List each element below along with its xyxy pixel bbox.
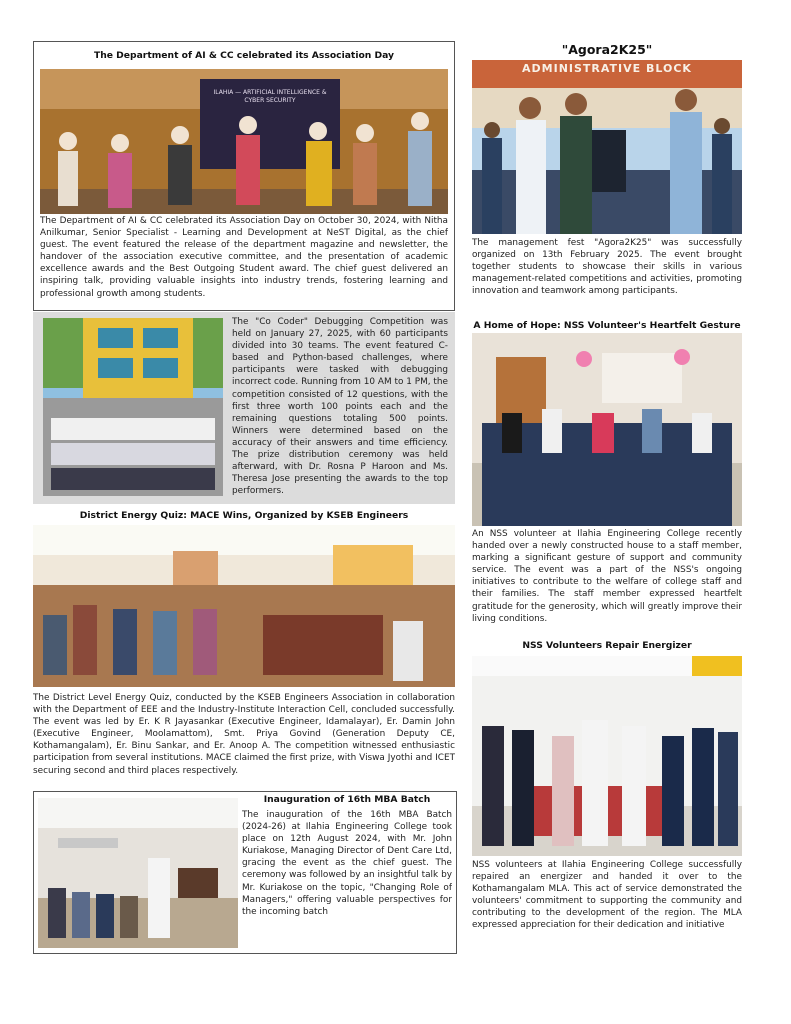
nss-energizer-photo [472, 656, 742, 856]
article-body: The District Level Energy Quiz, conducted by the KSEB Engineers Association in collaboration with the Department of EEE and the Industry-Institute Interaction Cell, concluded successfully. The event was led by Er. K R Jayasankar (Executive Engineer, Idamalayar), Er. Damin John (Executive Engineer, Moolamattom), Smt. Priya Govind (Generation Deputy CE, Kothamangalam), Er. Binu Sankar, and Er. Anoop A. The competition witnessed enthusiastic participation from several institutions. MACE claimed the first prize, with Viswa Jyothi and ICET securing second and third places respectively. [33, 693, 455, 776]
home-of-hope-photo [472, 333, 742, 526]
article-association-day [33, 41, 455, 311]
article-body: The Department of AI & CC celebrated its Association Day on October 30, 2024, with Nitha Anilkumar, Senior Specialist - Learning and Development at NeST Digital, as the chief guest. The event featured the release of the department magazine and newsletter, the handover of the association executive committee, and the presentation of academic excellence awards and the Best Outgoing Student award. The chief guest delivered an inspiring talk, providing valuable insights into industry trends, fostering learning and professional growth among students. [40, 216, 448, 299]
article-title: NSS Volunteers Repair Energizer [522, 640, 692, 651]
article-title: "Agora2K25" [561, 42, 653, 57]
co-coder-photo [43, 318, 223, 496]
article-body: The management fest "Agora2K25" was successfully organized on 13th February 2025. The event brought together students to showcase their skills in various management-related competitions and activities, promoting innovation and teamwork among participants. [472, 238, 742, 297]
photo-banner-text: ADMINISTRATIVE BLOCK [522, 62, 692, 75]
article-body: An NSS volunteer at Ilahia Engineering College recently handed over a newly constructed house to a staff member, marking a significant gesture of support and community service. The event was a part of the NSS's ongoing initiatives to contribute to the welfare of college staff and their families. The staff member expressed heartfelt gratitude for the generosity, which will greatly improve their living conditions. [472, 529, 742, 624]
article-co-coder [33, 312, 455, 504]
photo-banner-text: ILAHIA — ARTIFICIAL INTELLIGENCE & CYBER SECURITY [213, 89, 327, 104]
article-title: The Department of AI & CC celebrated its Association Day [93, 50, 395, 61]
article-title: District Energy Quiz: MACE Wins, Organized by KSEB Engineers [79, 510, 409, 521]
article-title: A Home of Hope: NSS Volunteer's Heartfelt Gesture [473, 320, 741, 331]
mba-batch-photo [38, 798, 238, 948]
energy-quiz-photo [33, 525, 455, 687]
article-body: NSS volunteers at Ilahia Engineering College successfully repaired an energizer and handed it over to the Kothamangalam MLA. This act of service demonstrated the volunteers' commitment to supporting the community and contributing to the development of the region. The MLA expressed appreciation for their dedication and initiative [472, 860, 742, 931]
article-body: The "Co Coder" Debugging Competition was held on January 27, 2025, with 60 participants divided into 30 teams. The event featured C-based and Python-based challenges, where participants were tasked with debugging incorrect code. Running from 10 AM to 1 PM, the competition consisted of 12 questions, with the first three worth 100 points each and the remaining questions totaling 500 points. Winners were determined based on the accuracy of their answers and time efficiency. The prize distribution ceremony was held afterward, with Dr. Rosna P Haroon and Ms. Theresa Jose presenting the awards to the top performers. [232, 317, 448, 497]
association-day-photo [40, 69, 448, 214]
article-mba-batch [33, 791, 457, 954]
agora-photo [472, 60, 742, 234]
article-body: The inauguration of the 16th MBA Batch (2024-26) at Ilahia Engineering College took place on 12th August 2024, with Mr. John Kuriakose, Managing Director of Dent Care Ltd, gracing the event as the chief guest. The ceremony was followed by an insightful talk by Mr. Kuriakose on the topic, "Changing Role of Managers," offering valuable perspectives for the incoming batch [242, 810, 452, 917]
article-title: Inauguration of 16th MBA Batch [263, 794, 431, 805]
